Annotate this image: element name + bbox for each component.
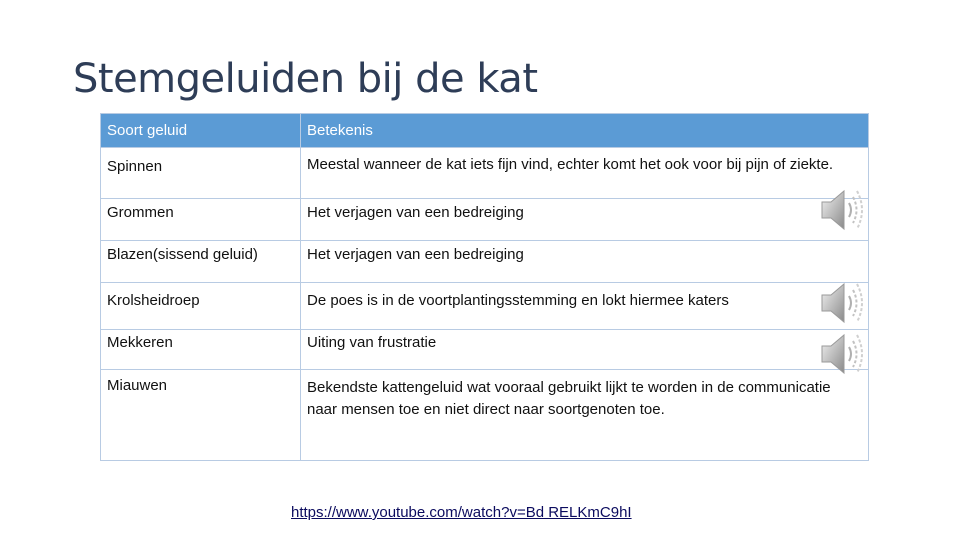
cat-sounds-table bbox=[100, 113, 869, 461]
sound-cell: Miauwen bbox=[101, 370, 301, 461]
speaker-icon[interactable] bbox=[818, 186, 868, 234]
table-header-row bbox=[101, 114, 869, 148]
speaker-icon[interactable] bbox=[818, 279, 868, 327]
meaning-cell: Bekendste kattengeluid wat vooraal gebruikt lijkt te worden in de communicatie naar mensen toe en niet direct naar soortgenoten toe. bbox=[301, 370, 869, 461]
meaning-cell: Het verjagen van een bedreiging bbox=[301, 199, 869, 241]
meaning-cell: Het verjagen van een bedreiging bbox=[301, 241, 869, 283]
slide-title: Stemgeluiden bij de kat bbox=[73, 56, 538, 102]
sound-cell: Grommen bbox=[101, 199, 301, 241]
meaning-cell: Uiting van frustratie bbox=[301, 330, 869, 370]
table-row bbox=[101, 283, 869, 330]
table-row bbox=[101, 148, 869, 199]
table-row bbox=[101, 241, 869, 283]
meaning-cell: De poes is in de voortplantingsstemming en lokt hiermee katers bbox=[301, 283, 869, 330]
sound-cell: Mekkeren bbox=[101, 330, 301, 370]
table-row bbox=[101, 330, 869, 370]
meaning-cell: Meestal wanneer de kat iets fijn vind, echter komt het ook voor bij pijn of ziekte. bbox=[301, 148, 869, 199]
header-meaning: Betekenis bbox=[301, 114, 869, 148]
sound-cell: Krolsheidroep bbox=[101, 283, 301, 330]
table-row bbox=[101, 199, 869, 241]
youtube-link[interactable]: https://www.youtube.com/watch?v=Bd RELKmC9hI bbox=[291, 504, 632, 521]
table-row bbox=[101, 370, 869, 461]
header-sound-type: Soort geluid bbox=[101, 114, 301, 148]
sound-cell: Spinnen bbox=[101, 148, 301, 199]
sound-cell: Blazen(sissend geluid) bbox=[101, 241, 301, 283]
speaker-icon[interactable] bbox=[818, 330, 868, 378]
